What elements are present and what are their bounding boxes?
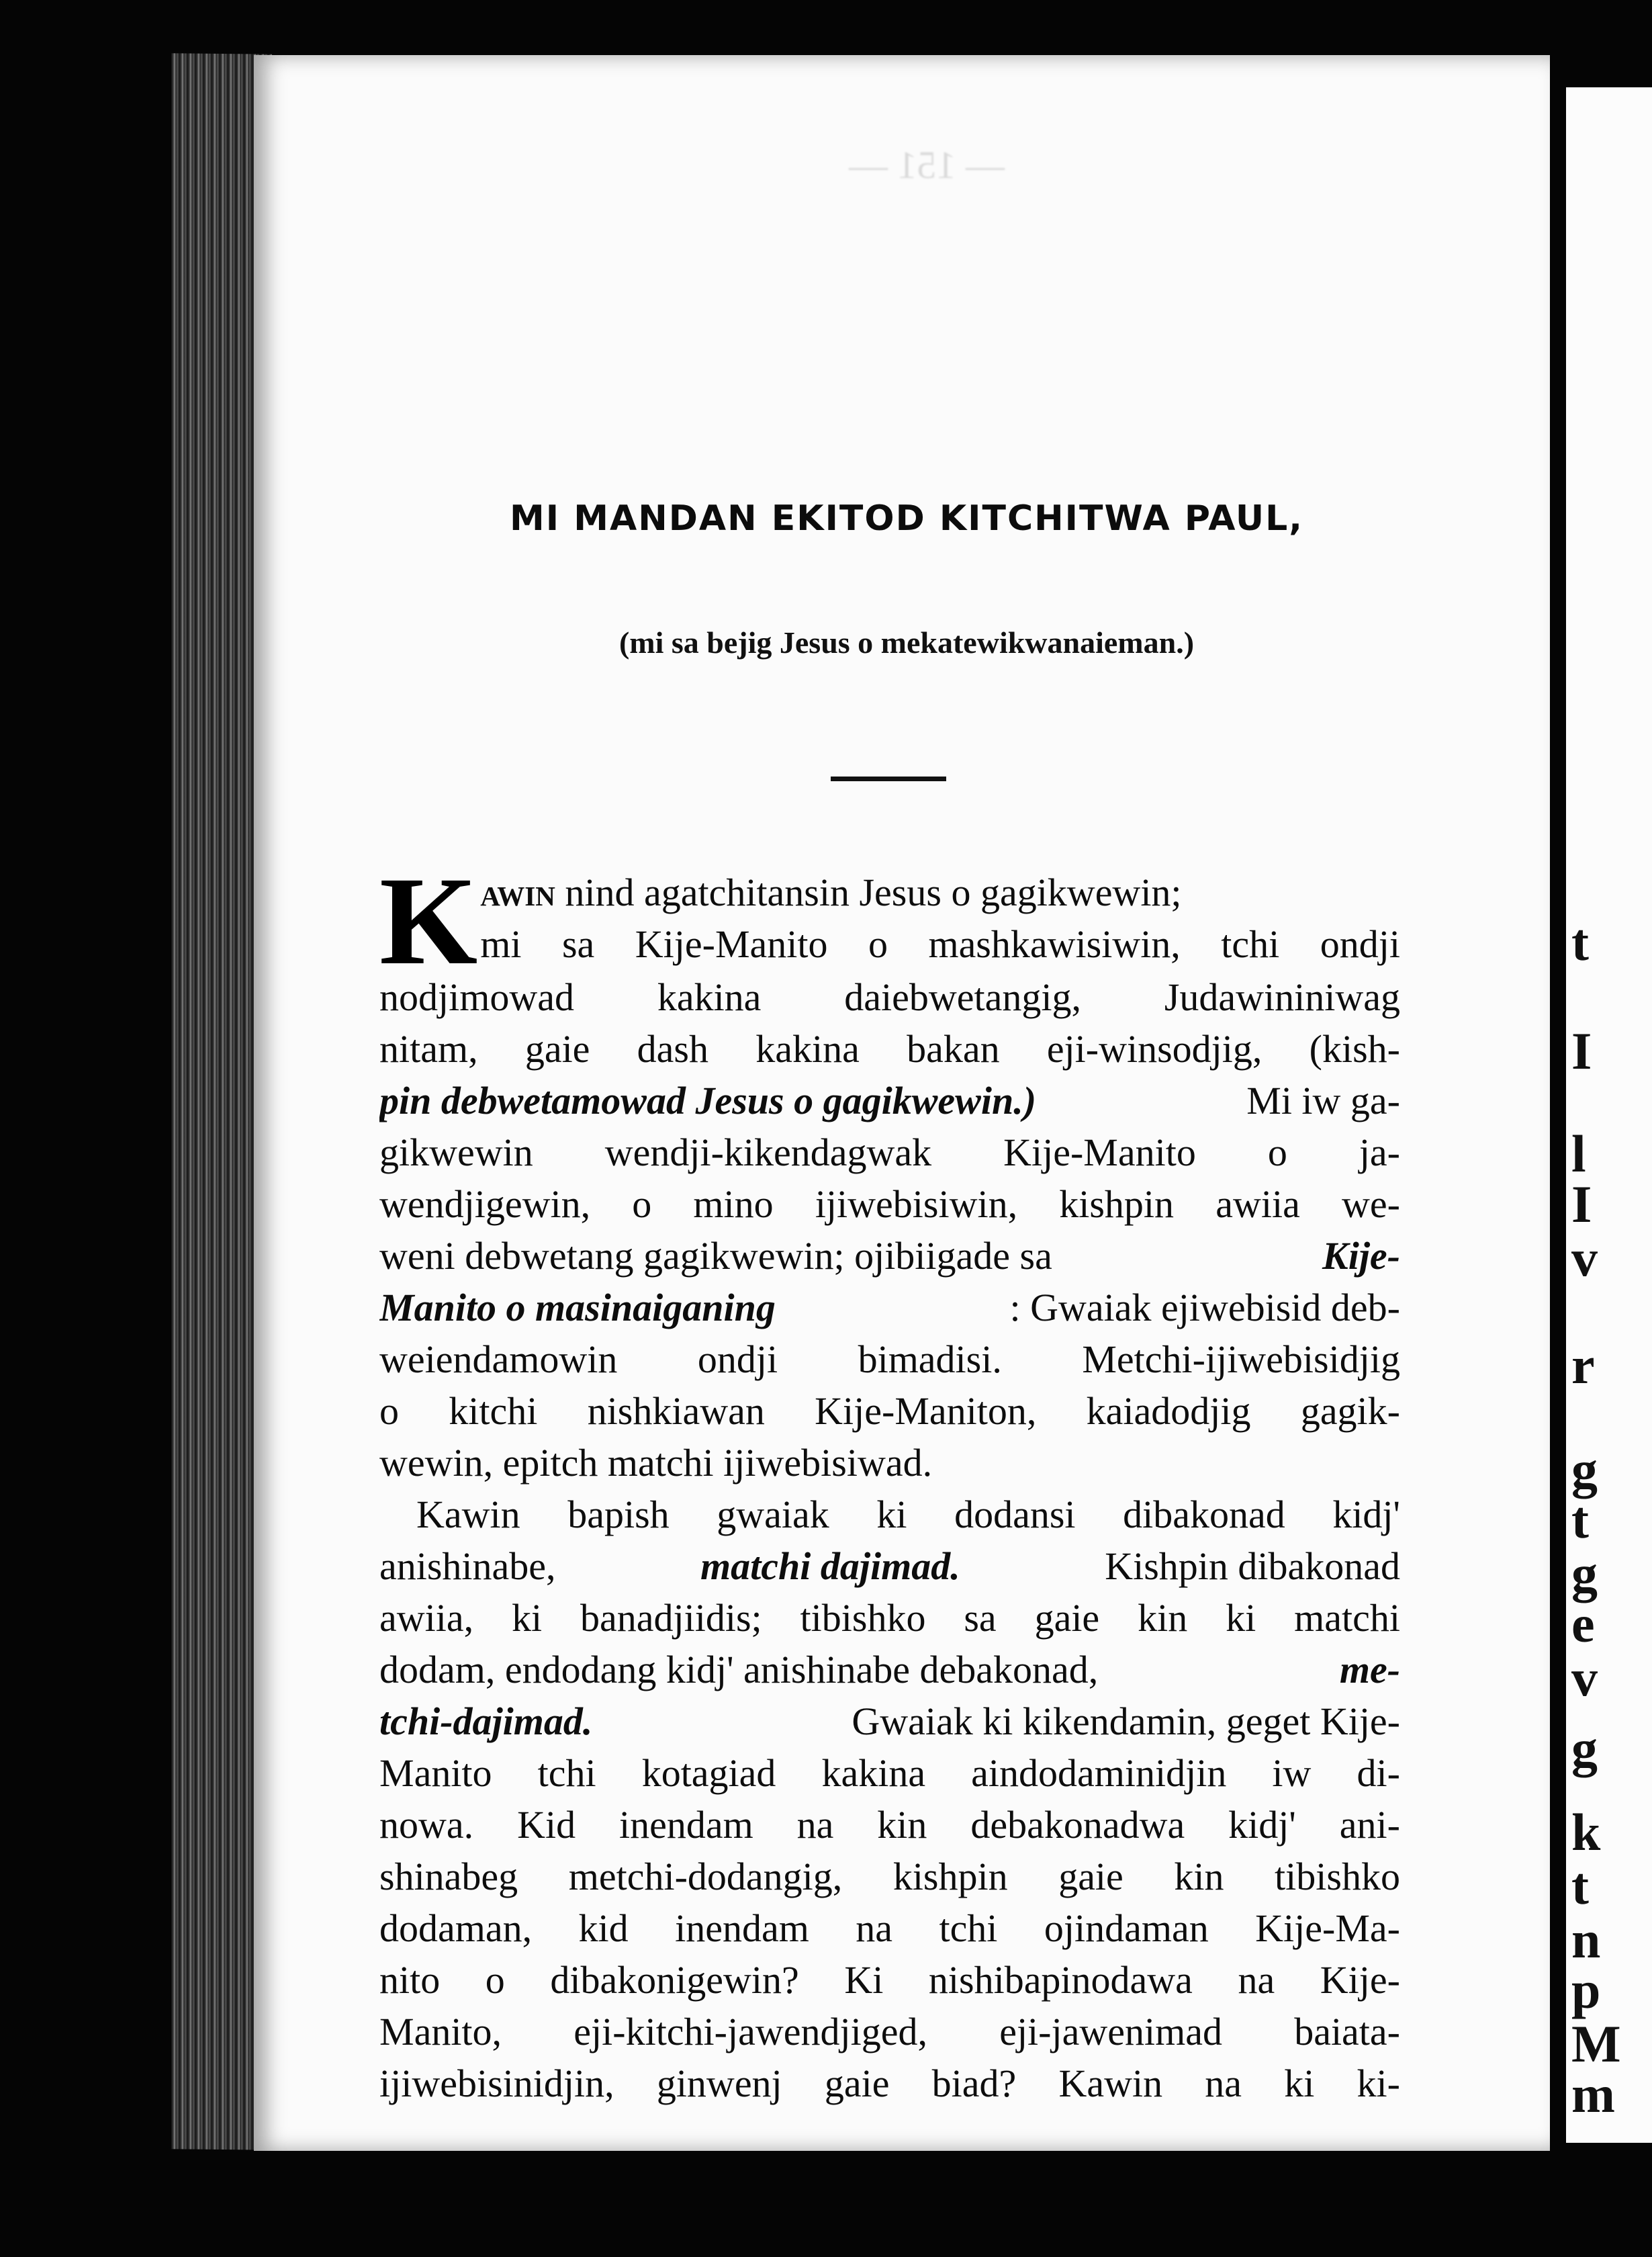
word: kakina — [821, 1751, 926, 1795]
word: dodansi — [954, 1493, 1076, 1536]
word: inendam — [618, 1803, 753, 1847]
word: bimadisi. — [858, 1337, 1002, 1381]
facing-letter: k — [1571, 1803, 1601, 1861]
word: metchi-dodangig, — [568, 1855, 843, 1898]
text-line — [379, 2006, 1400, 2057]
text-line — [379, 1851, 1400, 1902]
paragraph-2 — [379, 1489, 1400, 2109]
word: nodjimowad — [379, 975, 574, 1019]
word: gaie — [524, 1027, 590, 1071]
text-line: wewin, epitch matchi ijiwebisiwad. — [379, 1441, 933, 1485]
word: kidj' — [1228, 1803, 1296, 1847]
body-text — [379, 867, 1400, 2109]
word: bapish — [567, 1493, 670, 1536]
word: awiia, — [379, 1596, 474, 1640]
word: awiia — [1215, 1182, 1300, 1226]
text-line — [480, 918, 1400, 970]
text-line — [379, 1178, 1400, 1230]
word: tchi — [537, 1751, 596, 1795]
paragraph-1 — [379, 867, 1400, 1489]
word: ani- — [1339, 1803, 1400, 1847]
word: kaiadodjig — [1086, 1389, 1251, 1433]
text-line: anishinabe, matchi dajimad. Kishpin dibakonad — [379, 1544, 1400, 1588]
drop-cap: K — [379, 867, 478, 991]
word: kitchi — [449, 1389, 538, 1433]
text-line — [379, 1747, 1400, 1799]
word: bakan — [907, 1027, 1000, 1071]
word: o — [868, 922, 888, 966]
word: dodaman, — [379, 1906, 533, 1950]
word: eji-kitchi-jawendjiged, — [573, 2010, 927, 2053]
word: banadjiidis; — [580, 1596, 762, 1640]
word: dibakonad — [1123, 1493, 1285, 1536]
word: gaie — [1034, 1596, 1100, 1640]
word: Kawin — [416, 1493, 520, 1536]
word: dibakonigewin? — [550, 1958, 799, 2002]
facing-letter: g — [1571, 1544, 1598, 1603]
facing-letter: r — [1571, 1336, 1595, 1395]
word: aindodaminidjin — [971, 1751, 1227, 1795]
word: nito — [379, 1958, 441, 2002]
word: na — [856, 1906, 893, 1950]
text-line — [379, 1023, 1400, 1075]
word: tibishko — [800, 1596, 926, 1640]
word: inendam — [675, 1906, 809, 1950]
word: ki- — [1357, 2062, 1400, 2105]
word: we- — [1341, 1182, 1400, 1226]
word: ki — [1226, 1596, 1256, 1640]
text-line — [379, 971, 1400, 1023]
word: tibishko — [1275, 1855, 1400, 1898]
word: Kije-Maniton, — [815, 1389, 1037, 1433]
word: Kije-Ma- — [1255, 1906, 1400, 1950]
word: na — [1205, 2062, 1242, 2105]
word: daiebwetangig, — [844, 975, 1081, 1019]
facing-letter: t — [1571, 913, 1589, 971]
text-line: weni debwetang gagikwewin; ojibiigade sa Kije- — [379, 1234, 1400, 1278]
facing-letter: g — [1571, 1719, 1598, 1777]
word: matchi — [1294, 1596, 1400, 1640]
word: gaie — [1058, 1855, 1123, 1898]
word: wendjigewin, — [379, 1182, 591, 1226]
word: kakina — [755, 1027, 860, 1071]
word: kin — [1174, 1855, 1224, 1898]
word: eji-winsodjig, — [1046, 1027, 1263, 1071]
text-line — [379, 1592, 1400, 1644]
word: ki — [1284, 2062, 1315, 2105]
word: mino — [693, 1182, 774, 1226]
facing-letter: M — [1571, 2015, 1621, 2073]
text-line: Manito o masinaiganing : Gwaiak ejiwebisid deb- — [379, 1286, 1400, 1329]
word: gaie — [824, 2062, 890, 2105]
facing-letter: n — [1571, 1910, 1601, 1969]
word: o — [485, 1958, 505, 2002]
word: Kawin — [1058, 2062, 1163, 2105]
word: Ki — [844, 1958, 884, 2002]
facing-letter: v — [1571, 1648, 1598, 1707]
word: shinabeg — [379, 1855, 518, 1898]
facing-letter: p — [1571, 1961, 1601, 2019]
word: Kije-Manito — [1003, 1131, 1196, 1174]
facing-letter: m — [1571, 2065, 1615, 2123]
text-line — [379, 1954, 1400, 2006]
word: gwaiak — [717, 1493, 829, 1536]
facing-letter: e — [1571, 1595, 1595, 1653]
word: di- — [1357, 1751, 1400, 1795]
facing-letter: t — [1571, 1491, 1589, 1549]
word: Manito, — [379, 2010, 502, 2053]
word: Metchi-ijiwebisidjig — [1082, 1337, 1400, 1381]
word: mashkawisiwin, — [928, 922, 1181, 966]
word: kin — [877, 1803, 927, 1847]
word: nitam, — [379, 1027, 478, 1071]
word: na — [1238, 1958, 1275, 2002]
heading-rule — [831, 777, 946, 781]
text-line: awin nind agatchitansin Jesus o gagikwewin; — [480, 871, 1182, 914]
word: ginwenj — [656, 2062, 782, 2105]
word: Manito — [379, 1751, 492, 1795]
word: Judawininiwag — [1164, 975, 1400, 1019]
word: kidj' — [1332, 1493, 1400, 1536]
bleed-through-text — [403, 141, 1451, 210]
word: sa — [964, 1596, 997, 1640]
facing-letter: l — [1571, 1124, 1586, 1183]
word: ijiwebisinidjin, — [379, 2062, 614, 2105]
bleed-page-number: — 151 — — [849, 143, 1005, 187]
facing-letter: t — [1571, 1857, 1589, 1915]
text-line — [379, 2057, 1400, 2109]
word: kishpin — [892, 1855, 1008, 1898]
word: Kije-Manito — [635, 922, 828, 966]
word: nishkiawan — [587, 1389, 765, 1433]
word: nowa. — [379, 1803, 474, 1847]
facing-letter: I — [1571, 1175, 1592, 1233]
word: ijiwebisiwin, — [815, 1182, 1018, 1226]
word: baiata- — [1294, 2010, 1400, 2053]
facing-letter: I — [1571, 1022, 1592, 1080]
word: debakonadwa — [970, 1803, 1185, 1847]
word: ondji — [1320, 922, 1400, 966]
word: nishibapinodawa — [928, 1958, 1193, 2002]
word: kid — [578, 1906, 629, 1950]
text-line: dodam, endodang kidj' anishinabe debakonad, me- — [379, 1648, 1400, 1691]
word: wendji-kikendagwak — [604, 1131, 932, 1174]
word: ki — [876, 1493, 907, 1536]
text-line — [379, 1489, 1400, 1540]
chapter-heading: MI MANDAN EKITOD KITCHITWA PAUL, — [510, 498, 1303, 539]
text-line — [379, 1333, 1400, 1385]
word: ja- — [1359, 1131, 1400, 1174]
word: kishpin — [1059, 1182, 1175, 1226]
text-line: pin debwetamowad Jesus o gagikwewin.) Mi iw ga- — [379, 1079, 1400, 1122]
word: eji-jawenimad — [999, 2010, 1222, 2053]
word: dash — [637, 1027, 708, 1071]
text-line — [379, 1126, 1400, 1178]
word: mi — [480, 922, 522, 966]
word: biad? — [931, 2062, 1017, 2105]
word: ojindaman — [1044, 1906, 1209, 1950]
word: tchi — [1221, 922, 1280, 966]
word: sa — [561, 922, 595, 966]
text-line — [379, 1902, 1400, 1954]
word: gikwewin — [379, 1131, 533, 1174]
word: weiendamowin — [379, 1337, 618, 1381]
text-line — [379, 1799, 1400, 1851]
word: (kish- — [1309, 1027, 1400, 1071]
word: Kid — [517, 1803, 576, 1847]
word: tchi — [939, 1906, 998, 1950]
word: kin — [1138, 1596, 1188, 1640]
word: kakina — [657, 975, 762, 1019]
facing-page-edge — [1566, 87, 1652, 2143]
text-line — [379, 1385, 1400, 1437]
word: Kije- — [1320, 1958, 1400, 2002]
word: ki — [512, 1596, 543, 1640]
text-line: tchi-dajimad. Gwaiak ki kikendamin, geget Kije- — [379, 1699, 1400, 1743]
word: o — [632, 1182, 652, 1226]
word: na — [796, 1803, 834, 1847]
word: gagik- — [1300, 1389, 1400, 1433]
word: ondji — [697, 1337, 778, 1381]
word: kotagiad — [641, 1751, 776, 1795]
word: o — [379, 1389, 399, 1433]
word: o — [1267, 1131, 1287, 1174]
word: iw — [1272, 1751, 1312, 1795]
chapter-subheading: (mi sa bejig Jesus o mekatewikwanaieman.) — [618, 625, 1195, 660]
facing-letter: v — [1571, 1229, 1598, 1287]
facing-letter: g — [1571, 1440, 1598, 1499]
